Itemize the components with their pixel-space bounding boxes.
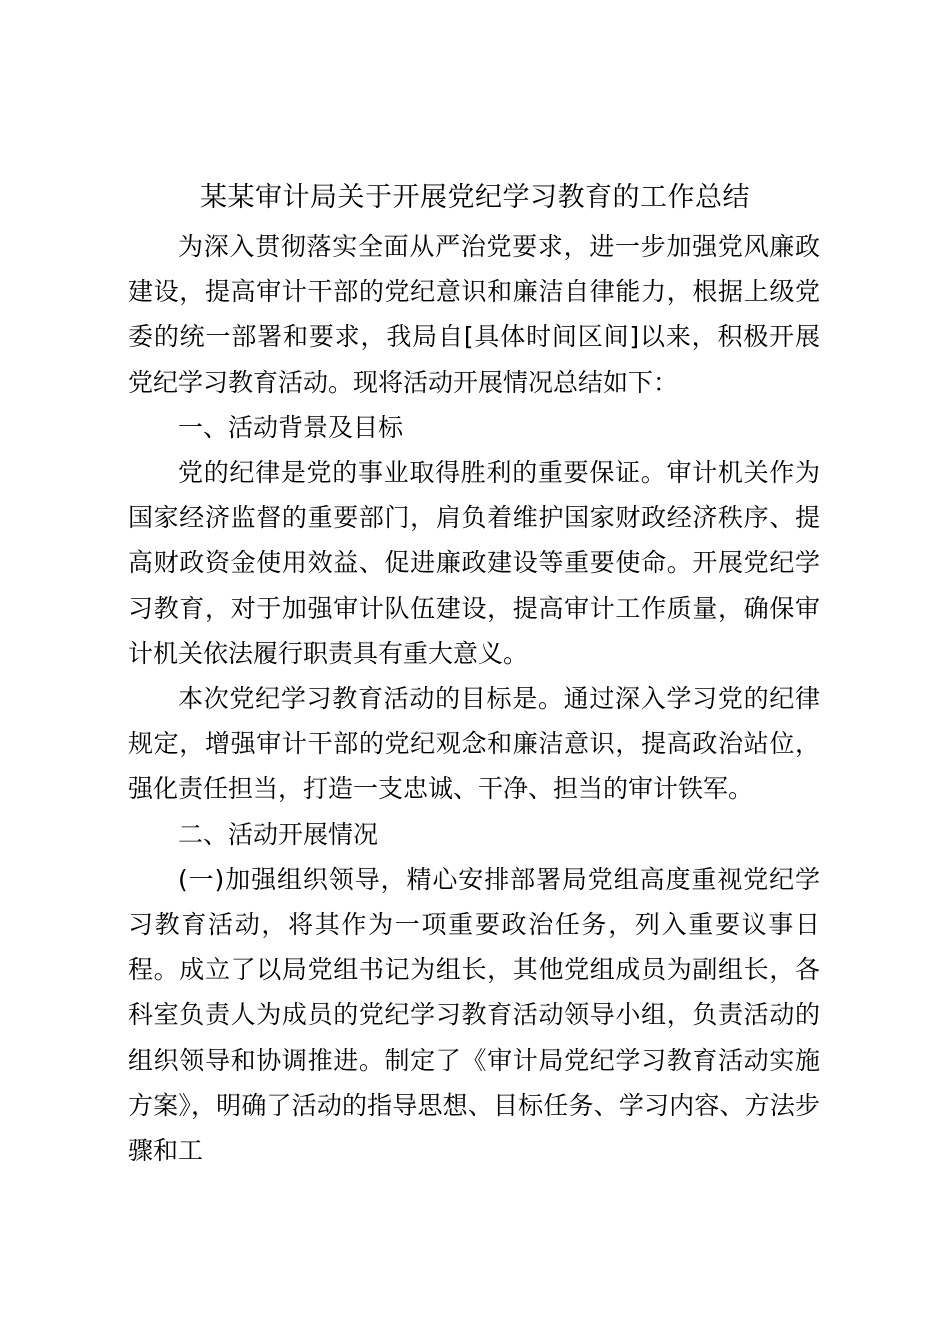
- body-paragraph: 党的纪律是党的事业取得胜利的重要保证。审计机关作为国家经济监督的重要部门，肩负着维护国家财政经济秩序、提高财政资金使用效益、促进廉政建设等重要使命。开展党纪学习教育，对于加强审计队伍建设，提高审计工作质量，确保审计机关依法履行职责具有重大意义。: [128, 458, 820, 668]
- document-title: 某某审计局关于开展党纪学习教育的工作总结: [200, 182, 750, 213]
- document-body: [128, 224, 820, 1173]
- body-paragraph: (一)加强组织领导，精心安排部署局党组高度重视党纪学习教育活动，将其作为一项重要政治任务，列入重要议事日程。成立了以局党组书记为组长，其他党组成员为副组长，各科室负责人为成员的党纪学习教育活动领导小组，负责活动的组织领导和协调推进。制定了《审计局党纪学习教育活动实施方案》，明确了活动的指导思想、目标任务、学习内容、方法步骤和工: [128, 864, 820, 1166]
- body-paragraph: 本次党纪学习教育活动的目标是。通过深入学习党的纪律规定，增强审计干部的党纪观念和廉洁意识，提高政治站位，强化责任担当，打造一支忠诚、干净、担当的审计铁军。: [128, 684, 820, 804]
- section-heading-2: 二、活动开展情况: [178, 819, 379, 849]
- section-heading-1: 一、活动背景及目标: [178, 412, 404, 442]
- intro-paragraph: 为深入贯彻落实全面从严治党要求，进一步加强党风廉政建设，提高审计干部的党纪意识和廉洁自律能力，根据上级党委的统一部署和要求，我局自[具体时间区间]以来，积极开展党纪学习教育活动。现将活动开展情况总结如下：: [128, 232, 820, 397]
